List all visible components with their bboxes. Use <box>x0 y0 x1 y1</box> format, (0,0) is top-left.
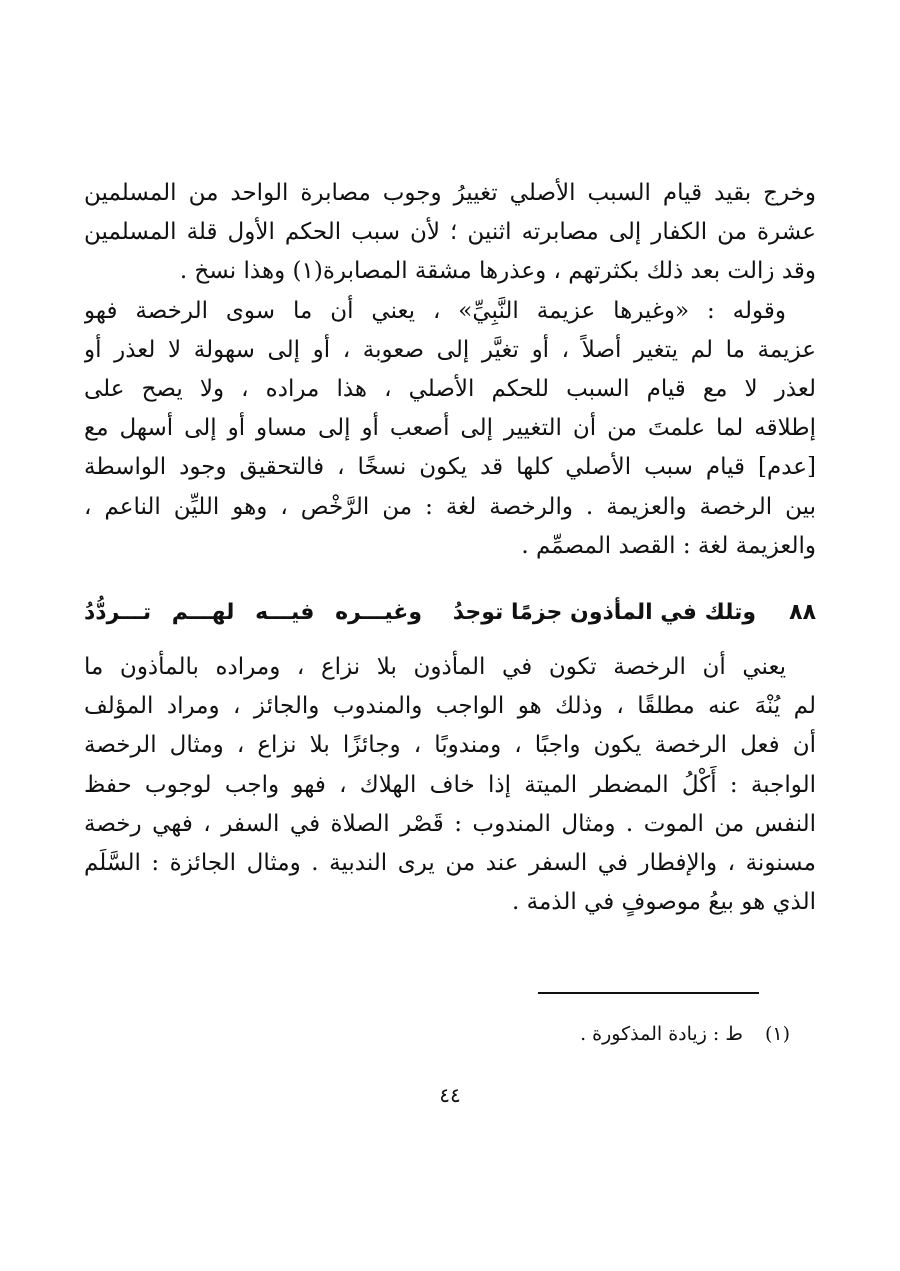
page-number: ٤٤ <box>439 1083 461 1107</box>
main-text-bottom <box>84 648 816 922</box>
verse-number: ٨٨ <box>789 600 816 625</box>
paragraph-2-line-2: عزيمة ما لم يتغير أصلاً ، أو تغيَّر إلى صعوبة ، أو إلى سهولة لا لعذر أو <box>84 336 816 363</box>
verse-88 <box>84 591 816 635</box>
paragraph-2-line-3: لعذر لا مع قيام السبب للحكم الأصلي ، هذا مراده ، ولا يصح على <box>84 376 816 403</box>
paragraph-3-line-1: يعني أن الرخصة تكون في المأذون بلا نزاع ، ومراده بالمأذون ما <box>84 654 786 680</box>
footnote-separator <box>538 992 759 994</box>
paragraph-2-line-6: بين الرخصة والعزيمة . والرخصة لغة : من الرَّخْص ، وهو الليِّن الناعم ، <box>84 493 816 520</box>
paragraph-3-line-5: النفس من الموت . ومثال المندوب : قَصْر الصلاة في السفر ، فهي رخصة <box>84 810 816 837</box>
paragraph-2-line-4: إطلاقه لما علمتَ من أن التغيير إلى أصعب أو إلى مساو أو إلى أسهل مع <box>84 415 816 442</box>
verse-second-hemistich: وغيـــره فيـــه لهـــم تـــردُّدُ <box>84 600 422 625</box>
paragraph-3-line-4: الواجبة : أَكْلُ المضطر الميتة إذا خاف الهلاك ، فهو واجب لوجوب حفظ <box>84 771 816 798</box>
verse-first-hemistich: وتلك في المأذون جزمًا توجدُ <box>452 600 756 625</box>
paragraph-3-line-3: أن فعل الرخصة يكون واجبًا ، ومندوبًا ، وجائزًا بلا نزاع ، ومثال الرخصة <box>84 732 816 759</box>
paragraph-2-line-5: [عدم] قيام سبب الأصلي كلها قد يكون نسخًا ، فالتحقيق وجود الواسطة <box>84 454 816 481</box>
main-text-top <box>84 174 816 566</box>
paragraph-2-line-1: وقوله : «وغيرها عزيمة النَّبِيِّ» ، يعني أن ما سوى الرخصة فهو <box>84 297 786 324</box>
footnote-text: ط : زيادة المذكورة . <box>580 1023 743 1045</box>
footnote-1 <box>370 1020 790 1048</box>
paragraph-3-line-2: لم يُنْهَ عنه مطلقًا ، وذلك هو الواجب والمندوب والجائز ، ومراد المؤلف <box>84 693 816 720</box>
paragraph-3-line-6: مسنونة ، والإفطار في السفر عند من يرى الندبية . ومثال الجائزة : السَّلَم <box>84 850 816 877</box>
paragraph-2-line-7: والعزيمة لغة : القصد المصمِّم . <box>521 532 816 559</box>
paragraph-3-line-7: الذي هو بيعُ موصوفٍ في الذمة . <box>512 889 816 916</box>
paragraph-1-line-3: وقد زالت بعد ذلك بكثرتهم ، وعذرها مشقة المصابرة(١) وهذا نسخ . <box>179 258 816 285</box>
footnote-marker: (١) <box>764 1023 790 1045</box>
paragraph-1-line-2: عشرة من الكفار إلى مصابرته اثنين ؛ لأن سبب الحكم الأول قلة المسلمين <box>84 219 816 246</box>
paragraph-1-line-1: وخرج بقيد قيام السبب الأصلي تغييرُ وجوب مصابرة الواحد من المسلمين <box>84 180 816 206</box>
